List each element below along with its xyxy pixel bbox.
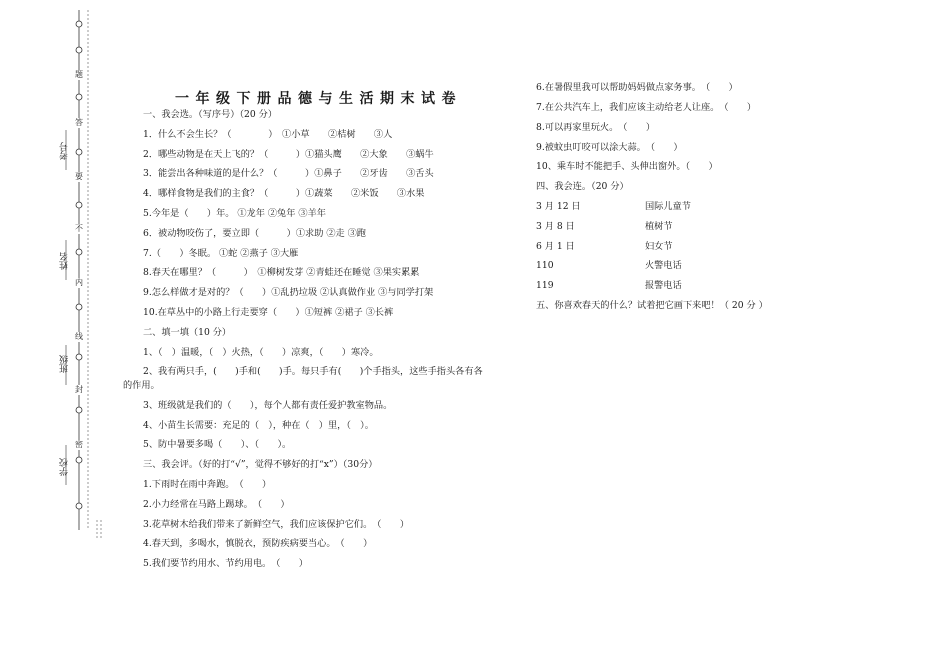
- section-2-heading: 二、填一填（10 分）: [143, 327, 232, 338]
- match-date: 6 月 1 日: [536, 241, 575, 252]
- question-text: 1．什么不会生长？（ ） ①小草 ②桔树 ③人: [143, 129, 393, 140]
- match-name: 国际儿童节: [645, 201, 691, 212]
- section-4-heading: 四、我会连。（20 分）: [536, 181, 629, 192]
- fill-question: 4、小苗生长需要：充足的（ ），种在（ ）里，（ ）。: [143, 420, 374, 431]
- seal-mark: 答: [75, 118, 83, 127]
- judge-question: 5.我们要节约用水、节约用电。 （ ）: [143, 558, 308, 569]
- judge-question: 1.下雨时在雨中奔跑。 （ ）: [143, 479, 272, 490]
- fill-question: 2、我有两只手，( )手和( )手。每只手有( )个手指头，这些手指头各有各: [143, 366, 483, 377]
- exam-number-label: 考号: [60, 142, 70, 160]
- question-text: 3．能尝出各种味道的是什么？（ ）①鼻子 ②牙齿 ③舌头: [143, 168, 434, 179]
- seal-mark: 不: [75, 224, 83, 233]
- judge-question: 9.被蚊虫叮咬可以涂大蒜。 （ ）: [536, 142, 683, 153]
- question-text: 10.在草丛中的小路上行走要穿（ ）①短裤 ②裙子 ③长裤: [143, 307, 394, 318]
- section-5-heading: 五、你喜欢春天的什么？试着把它画下来吧！（ 20 分 ）: [536, 300, 768, 311]
- match-name: 火警电话: [645, 260, 682, 271]
- fill-question: 3、班级就是我们的（ ），每个人都有责任爱护教室物品。: [143, 400, 393, 411]
- section-1-heading: 一、我会选。（写序号）（20 分）: [143, 109, 278, 120]
- question-text: 5.今年是（ ）年。 ①龙年 ②兔年 ③羊年: [143, 208, 326, 219]
- match-date: 110: [536, 260, 554, 271]
- judge-question: 8.可以再家里玩火。 （ ）: [536, 122, 656, 133]
- section-3-heading: 三、我会评。（好的打“√”，觉得不够好的打“x”）（30分）: [143, 459, 378, 470]
- exam-title: 一年级下册品德与生活期末试卷: [175, 91, 462, 107]
- judge-question: 2.小力经常在马路上踢球。 （ ）: [143, 499, 290, 510]
- question-text: 4．哪样食物是我们的主食？（ ）①蔬菜 ②米饭 ③水果: [143, 188, 425, 199]
- match-name: 妇女节: [645, 241, 673, 252]
- fill-question: 5、防中暑要多喝（ ）、（ ）。: [143, 439, 292, 450]
- seal-line-graphic: [0, 0, 110, 658]
- match-name: 植树节: [645, 221, 673, 232]
- seal-mark: 线: [75, 332, 83, 341]
- fill-question-continued: 的作用。: [123, 380, 160, 391]
- judge-question: 3.花草树木给我们带来了新鲜空气，我们应该保护它们。 （ ）: [143, 519, 410, 530]
- question-text: 6．被动物咬伤了，要立即（ ）①求助 ②走 ③跑: [143, 228, 366, 239]
- seal-mark: 题: [75, 70, 83, 79]
- question-text: 2．哪些动物是在天上飞的？（ ）①猫头鹰 ②大象 ③蜗牛: [143, 149, 434, 160]
- question-text: 8.春天在哪里？（ ） ①柳树发芽 ②青蛙还在睡觉 ③果实累累: [143, 267, 420, 278]
- binding-margin: [0, 0, 110, 658]
- match-date: 119: [536, 280, 554, 291]
- match-date: 3 月 12 日: [536, 201, 581, 212]
- fill-question: 1、（ ）温暖，（ ）火热，（ ）凉爽，（ ）寒冷。: [143, 347, 379, 358]
- question-text: 9.怎么样做才是对的？（ ）①乱扔垃圾 ②认真做作业 ③与同学打架: [143, 287, 434, 298]
- seal-mark: 内: [75, 278, 83, 287]
- seal-mark: 密: [75, 440, 83, 449]
- seal-mark: 封: [75, 385, 83, 394]
- judge-question: 7.在公共汽车上，我们应该主动给老人让座。 （ ）: [536, 102, 757, 113]
- match-date: 3 月 8 日: [536, 221, 575, 232]
- school-label: 学校: [60, 458, 70, 476]
- match-name: 报警电话: [645, 280, 682, 291]
- judge-question: 10、乘车时不能把手、头伸出窗外。（ ）: [536, 161, 718, 172]
- judge-question: 4.春天到，多喝水，慎脱衣，预防疾病要当心。 （ ）: [143, 538, 373, 549]
- class-label: 班级: [60, 355, 70, 373]
- seal-mark: 要: [75, 172, 83, 181]
- student-name-label: 姓名: [60, 252, 70, 270]
- question-text: 7.（ ）冬眠。 ①蛇 ②燕子 ③大雁: [143, 248, 299, 259]
- judge-question: 6.在暑假里我可以帮助妈妈做点家务事。 （ ）: [536, 82, 738, 93]
